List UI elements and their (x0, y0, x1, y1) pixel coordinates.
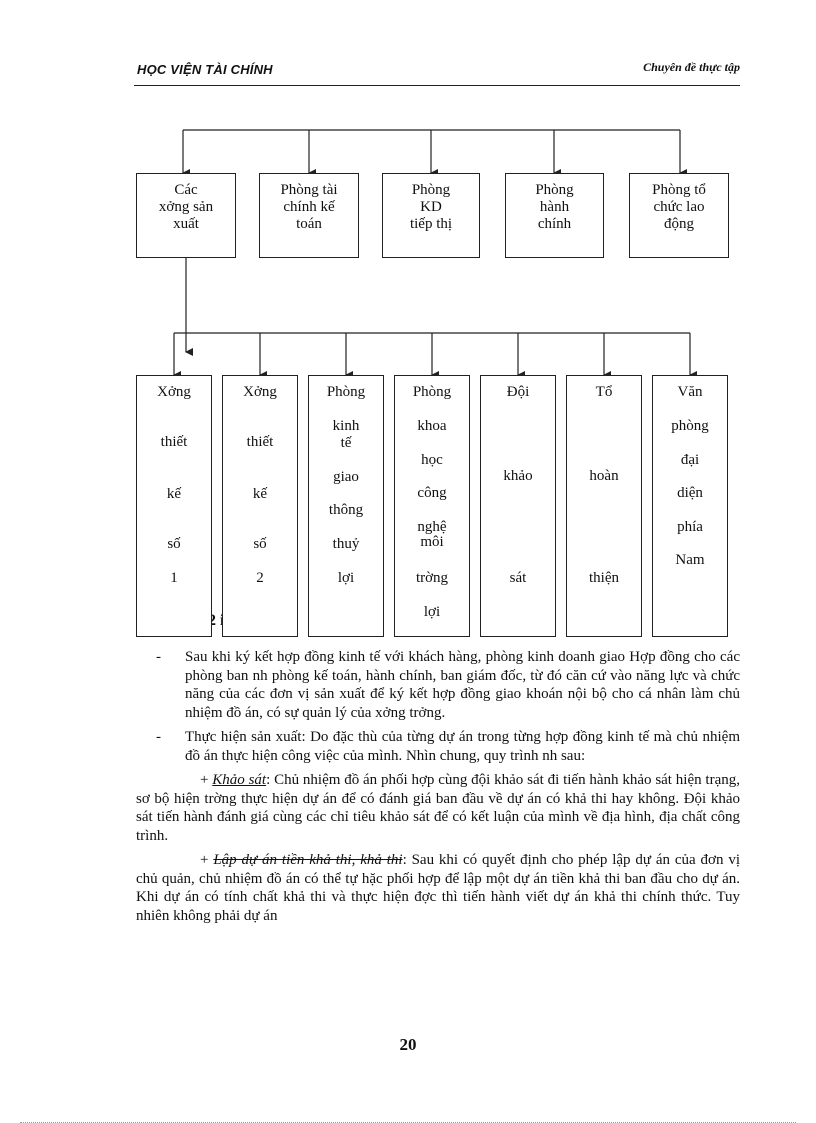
feasibility-label: Lập dự án tiền khả thi, khả thi (213, 852, 403, 868)
org-box-line: hành (539, 199, 570, 215)
org-box-line: kế (252, 486, 268, 502)
org-box-line: Xởng (157, 384, 191, 400)
org-box-business-marketing (382, 173, 480, 258)
org-box-line: khoa (417, 418, 447, 434)
header-title: HỌC VIỆN TÀI CHÍNH (137, 62, 273, 77)
bullet-paragraph (136, 648, 740, 722)
org-box-finishing-team (566, 375, 642, 637)
org-box-production-workshops (136, 173, 236, 258)
bullet-mark: - (156, 649, 161, 665)
org-box-line: tiếp thị (409, 216, 453, 232)
org-box-line: đại (680, 452, 700, 468)
org-box-line: Phòng (535, 182, 574, 198)
org-box-line: Nam (675, 552, 705, 568)
org-box-line: chính kế (283, 199, 335, 215)
org-box-line: xuất (173, 216, 199, 232)
plus-mark: + (200, 772, 209, 788)
org-box-line: trờng (415, 570, 449, 586)
org-box-line: Phòng tài (280, 182, 338, 198)
org-box-administration (505, 173, 604, 258)
org-box-line: Xởng (243, 384, 277, 400)
page-number: 20 (399, 1035, 417, 1054)
header-subtitle: Chuyên đề thực tập (643, 60, 740, 74)
org-box-line: Phòng (411, 182, 451, 198)
org-box-line: lợi (423, 604, 441, 620)
org-box-line: thuỷ (332, 536, 360, 552)
org-box-line: học (421, 452, 443, 468)
bullet-mark: - (156, 729, 161, 745)
org-box-line: 2 (256, 570, 264, 586)
survey-label: Khảo sát (212, 772, 267, 788)
org-box-line: diện (677, 485, 703, 501)
org-box-line: thông (328, 502, 364, 518)
org-box-line: Văn (677, 384, 703, 400)
org-box-line: Các (174, 182, 198, 198)
org-box-line: sát (509, 570, 527, 586)
org-box-line: toán (296, 216, 322, 232)
org-box-personnel (629, 173, 729, 258)
survey-paragraph (136, 771, 740, 845)
org-box-design-workshop-2 (222, 375, 298, 637)
survey-text: : Chủ nhiệm đồ án phối hợp cùng đội khảo sát đi tiến hành khảo sát hiện trạng, sơ bộ hiện trờng thực hiện dự án để có đánh giá ban đầu về dự án có khả thi hay không. Đội khảo sát tiến hành đánh giá cùng các chỉ tiêu khảo sát để có kết luận của mình về địa hình, địa chất công trình. (136, 772, 740, 844)
org-box-line: chức lao (653, 199, 705, 215)
plus-mark: + (200, 852, 209, 868)
feasibility-paragraph (136, 851, 740, 925)
org-box-line: thiết (246, 434, 274, 450)
org-box-line: thiện (589, 570, 619, 586)
org-box-line: 1 (170, 570, 178, 586)
org-box-line: chính (537, 216, 572, 232)
org-box-line: thiết (160, 434, 188, 450)
org-box-survey-team (480, 375, 556, 637)
org-box-line: kế (166, 486, 182, 502)
body-content (136, 648, 740, 931)
org-box-line: Phòng tổ (652, 182, 706, 198)
org-box-line: số (167, 536, 181, 552)
org-box-line: khảo (503, 468, 533, 484)
org-box-line: Tổ (595, 384, 613, 400)
feasibility-text: : Sau khi có quyết định cho phép lập dự án của đơn vị chủ quản, chủ nhiệm đồ án có thể tự hặc phối hợp để lập một dự án tiền khả thi ban đầu cho dự án. Khi dự án có tính chất khả thi và thực hiện đợc thì tiến hành viết dự án khả thi chính thức. Tuy nhiên không phải dự án (136, 852, 740, 924)
org-box-line: KD (420, 199, 442, 215)
org-box-economics-irrigation (308, 375, 384, 637)
org-box-line: môi (420, 534, 444, 550)
bullet-text: Thực hiện sản xuất: Do đặc thù của từng dự án trong từng hợp đồng kinh tế mà chủ nhiệm đồ án thực hiện công việc của mình. Nhìn chung, quy trình nh sau: (185, 729, 740, 764)
org-box-line: số (253, 536, 267, 552)
bullet-paragraph (136, 728, 740, 765)
org-box-line: kinh (332, 418, 360, 434)
org-box-line: nghệ (417, 519, 447, 535)
org-box-line: giao (333, 469, 359, 485)
bullet-text: Sau khi ký kết hợp đồng kinh tế với khách hàng, phòng kinh doanh giao Hợp đồng cho các phòng ban nh phòng kế toán, hành chính, ban giám đốc, từ đó căn cứ vào năng lực và chức năng của các đơn vị sản xuất để ký kết hợp đồng giao khoán nội bộ cho cá nhân làm chủ nhiệm đồ án, có sự quản lý của xởng trởng. (185, 649, 740, 721)
org-box-southern-office (652, 375, 728, 637)
org-box-line: tế (340, 435, 352, 451)
org-box-line: phía (677, 519, 703, 535)
org-box-line: Phòng (412, 384, 452, 400)
org-box-finance-accounting (259, 173, 359, 258)
org-box-science-technology (394, 375, 470, 637)
org-box-line: Đội (506, 384, 530, 400)
org-box-design-workshop-1 (136, 375, 212, 637)
org-box-line: Phòng (326, 384, 366, 400)
org-box-line: phòng (671, 418, 709, 434)
org-box-line: xởng sản (158, 199, 214, 215)
org-box-line: động (664, 216, 694, 232)
org-box-line: hoàn (589, 468, 619, 484)
org-box-line: lợi (337, 570, 355, 586)
org-box-line: công (417, 485, 447, 501)
